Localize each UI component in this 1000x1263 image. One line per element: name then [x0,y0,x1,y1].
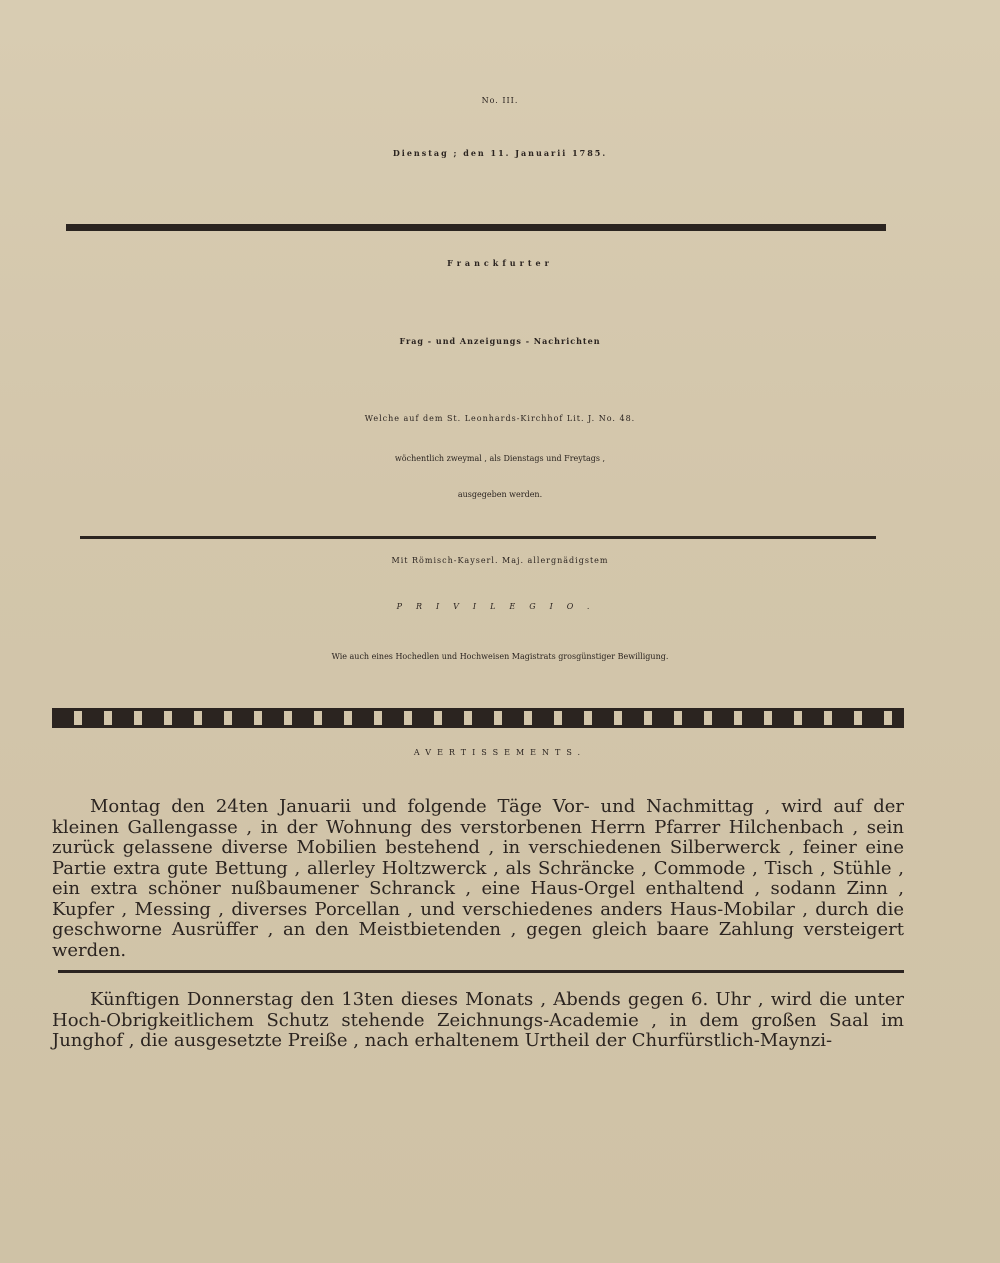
publication-issued: ausgegeben werden. [457,490,543,499]
notice-paragraph: Künftigen Donnerstag den 13ten dieses Monats , Abends gegen 6. Uhr , wird die unter Hoch-Obrigkeitlichem Schutz stehende Zeichnungs-Academie , in dem großen Saal im Junghof , die ausgesetzte Preiße , nach erhaltenem Urtheil der Churfürstlich-Maynzi- [52,989,904,1051]
date-line: Dienstag ; den 11. Januarii 1785. [392,148,608,158]
notice-paragraph: Montag den 24ten Januarii und folgende Täge Vor- und Nachmittag , wird auf der kleinen Gallengasse , in der Wohnung des verstorbenen Herrn Pfarrer Hilchenbach , sein zurück gelassene diverse Mobilien bestehend , in verschiedenen Silberwerck , feiner eine Partie extra gute Bettung , allerley Holtzwerck , als Schräncke , Commode , Tisch , Stühle , ein extra schöner nußbaumener Schranck , eine Haus-Orgel enthaltend , sodann Zinn , Kupfer , Messing , diverses Porcellan , und verschiedenes anders Haus-Mobilar , durch die geschworne Ausrüffer , an den Meistbietenden , gegen gleich baare Zahlung versteigert werden. [52,796,904,961]
publisher-address: Welche auf dem St. Leonhards-Kirchhof Lit. J. No. 48. [364,414,636,423]
ornamental-divider [52,708,904,728]
privilege-line1: Mit Römisch-Kayserl. Maj. allergnädigstem [391,556,609,565]
notice-divider [58,970,904,973]
privilege-line3: Wie auch eines Hochedlen und Hochweisen Magistrats grosgünstiger Bewilligung. [331,652,669,661]
publication-frequency: wöchentlich zweymal , als Dienstags und Freytags , [394,454,606,463]
masthead-title-line2: Frag - und Anzeigungs - Nachrichten [399,336,601,346]
privilege-line2: PRIVILEGIO. [396,602,604,611]
issue-number: No. III. [481,96,519,105]
masthead-rule [80,536,876,539]
section-heading: AVERTISSEMENTS. [413,748,587,757]
header-rule [66,224,886,231]
masthead-title-line1: Franckfurter [447,258,553,268]
